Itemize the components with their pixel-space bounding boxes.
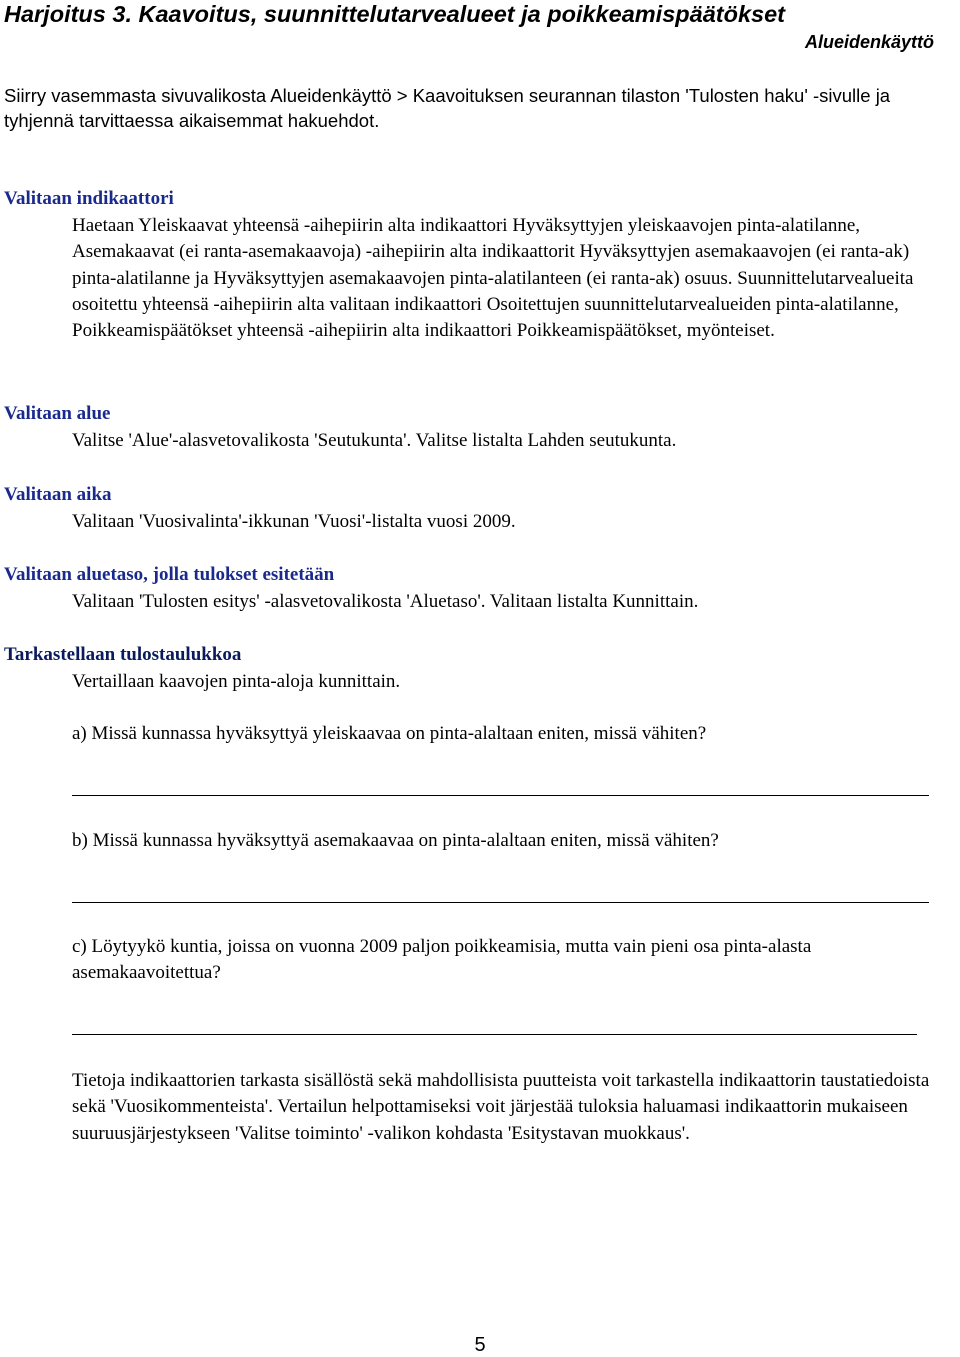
- time-text: Valitaan 'Vuosivalinta'-ikkunan 'Vuosi'-listalta vuosi 2009.: [72, 511, 516, 532]
- footer-note: Tietoja indikaattorien tarkasta sisällöstä sekä mahdollisista puutteista voit tarkastella indikaattorin taustatiedoista sekä 'Vuosikommenteista'. Vertailun helpottamiseksi voit järjestää tuloksia haluamasi indikaattorin mukaiseen suuruusjärjestykseen 'Valitse toiminto' -valikon kohdasta 'Esitystavan muokkaus'.: [72, 1070, 930, 1144]
- page-number: 5: [474, 1334, 486, 1356]
- area-text: Valitse 'Alue'-alasvetovalikosta 'Seutukunta'. Valitse listalta Lahden seutukunta.: [72, 430, 677, 451]
- document-subtitle: Alueidenkäyttö: [804, 32, 934, 52]
- heading-results: Tarkastellaan tulostaulukkoa: [4, 644, 242, 665]
- document-title: Harjoitus 3. Kaavoitus, suunnittelutarvealueet ja poikkeamispäätökset: [4, 1, 785, 27]
- heading-level: Valitaan aluetaso, jolla tulokset esitetään: [4, 564, 335, 585]
- answer-line-a[interactable]: [72, 795, 929, 796]
- results-text: Vertaillaan kaavojen pinta-aloja kunnittain.: [72, 671, 401, 692]
- indicator-text: Haetaan Yleiskaavat yhteensä -aihepiirin alta indikaattori Hyväksyttyjen yleiskaavojen pinta-alatilanne, Asemakaavat (ei ranta-asemakaavoja) -aihepiirin alta indikaattorit Hyväksyttyjen asemakaavojen (ei ranta-ak) pinta-alatilanne ja Hyväksyttyjen asemakaavojen pinta-alatilanteen (ei ranta-ak) osuus. Suunnittelutarvealueita osoitettu yhteensä -aihepiirin alta valitaan indikaattori Osoitettujen suunnittelutarvealueiden pinta-alatilanne, Poikkeamispäätökset yhteensä -aihepiirin alta indikaattori Poikkeamispäätökset, myönteiset.: [72, 215, 914, 342]
- question-c: c) Löytyykö kuntia, joissa on vuonna 2009 paljon poikkeamisia, mutta vain pieni osa pinta-alasta asemakaavoitettua?: [72, 936, 812, 984]
- question-b: b) Missä kunnassa hyväksyttyä asemakaavaa on pinta-alaltaan eniten, missä vähiten?: [72, 830, 719, 851]
- intro-paragraph: Siirry vasemmasta sivuvalikosta Alueidenkäyttö > Kaavoituksen seurannan tilaston 'Tulosten haku' -sivulle ja tyhjennä tarvittaessa aikaisemmat hakuehdot.: [4, 85, 891, 131]
- heading-time: Valitaan aika: [4, 484, 112, 505]
- heading-area: Valitaan alue: [4, 403, 111, 424]
- answer-line-b[interactable]: [72, 902, 929, 903]
- answer-line-c[interactable]: [72, 1034, 917, 1035]
- heading-indicator: Valitaan indikaattori: [4, 188, 174, 209]
- question-a: a) Missä kunnassa hyväksyttyä yleiskaavaa on pinta-alaltaan eniten, missä vähiten?: [72, 723, 707, 744]
- level-text: Valitaan 'Tulosten esitys' -alasvetovalikosta 'Aluetaso'. Valitaan listalta Kunnittain.: [72, 591, 699, 612]
